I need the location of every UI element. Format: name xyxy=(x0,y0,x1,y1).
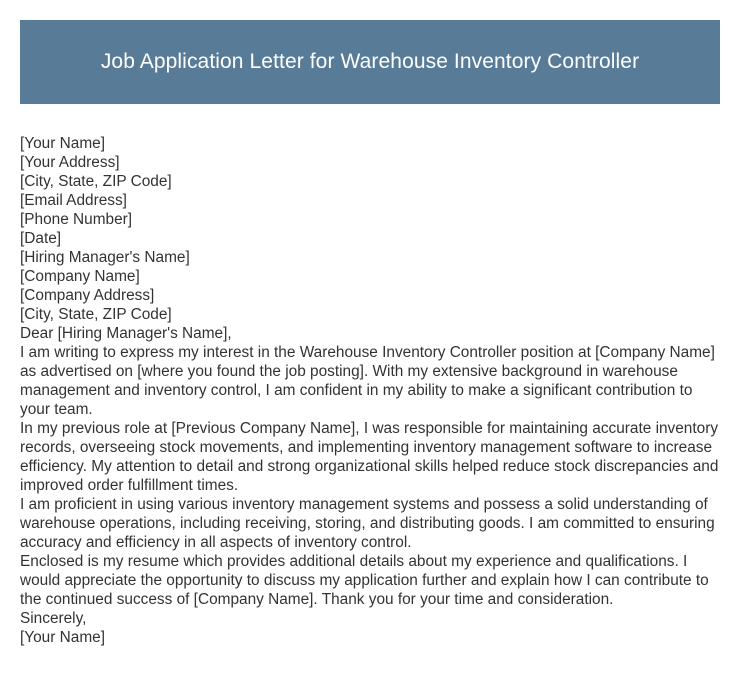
paragraph-closing: Enclosed is my resume which provides additional details about my experience and qualifications. I would appreciate the opportunity to discuss my application further and explain how I can contribute to the continued success of [Company Name]. Thank you for your time and consideration. xyxy=(20,553,709,608)
closing: Sincerely, xyxy=(20,610,87,627)
paragraph-intro: I am writing to express my interest in the Warehouse Inventory Controller position at [Company Name] as advertised on [where you found the job posting]. With my extensive background in warehouse management and inventory control, I am confident in my ability to make a significant contribution to your team. xyxy=(20,344,715,418)
paragraph-skills: I am proficient in using various inventory management systems and possess a solid understanding of warehouse operations, including receiving, storing, and distributing goods. I am committed to ensuring accuracy and efficiency in all aspects of inventory control. xyxy=(20,496,715,551)
recipient-hiring-manager: [Hiring Manager's Name] xyxy=(20,249,190,266)
sender-email: [Email Address] xyxy=(20,192,127,209)
sender-phone: [Phone Number] xyxy=(20,211,133,228)
page-title: Job Application Letter for Warehouse Inventory Controller xyxy=(100,50,640,73)
sender-city-state-zip: [City, State, ZIP Code] xyxy=(20,173,172,190)
letter-header-banner xyxy=(20,20,720,104)
sender-name: [Your Name] xyxy=(20,135,105,152)
recipient-company-address: [Company Address] xyxy=(20,287,155,304)
recipient-city-state-zip: [City, State, ZIP Code] xyxy=(20,306,172,323)
paragraph-experience: In my previous role at [Previous Company Name], I was responsible for maintaining accurate inventory records, overseeing stock movements, and implementing inventory management software to increase efficiency. My attention to detail and strong organizational skills helped reduce stock discrepancies and improved order fulfillment times. xyxy=(20,420,719,494)
salutation: Dear [Hiring Manager's Name], xyxy=(20,325,232,342)
sender-address: [Your Address] xyxy=(20,154,120,171)
letter-body xyxy=(20,134,726,647)
letter-date: [Date] xyxy=(20,230,62,247)
recipient-company-name: [Company Name] xyxy=(20,268,140,285)
signature-name: [Your Name] xyxy=(20,629,105,646)
